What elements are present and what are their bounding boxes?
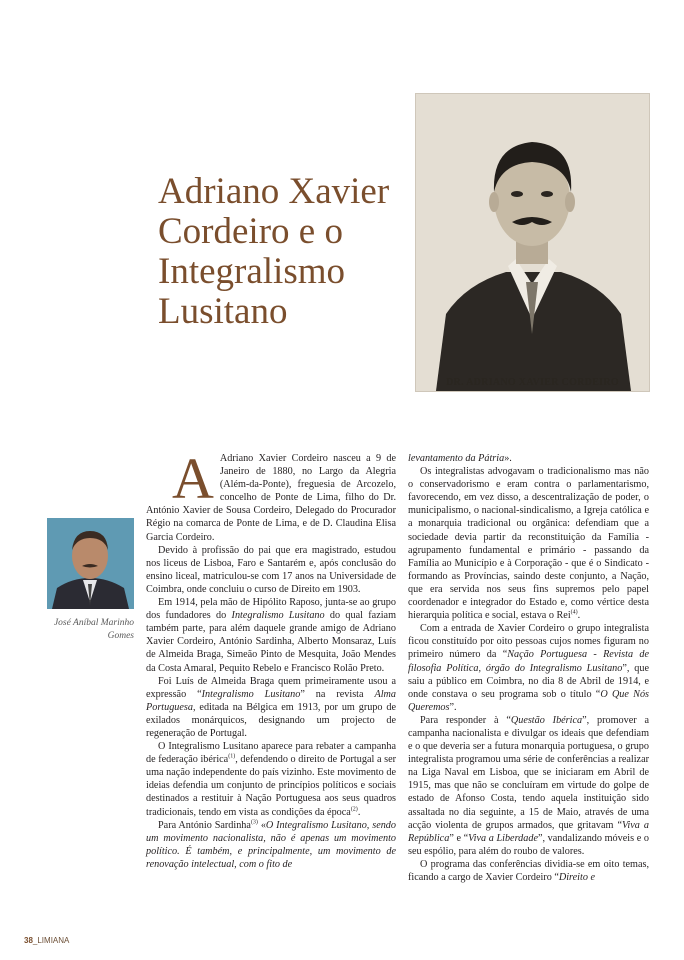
paragraph: Para responder à “Questão Ibérica”, promover a campanha nacionalista e divulgar os ideais que defendiam e o que deveria ser a futura monarquia portuguesa, o grupo integralista programou uma série de conferências a realizar na Liga Naval em Lisboa, que se iniciaram em Abril de 1915, mas que não se concluíram em virtude do golpe de estado de Afonso Costa, tendo aquela instituição sido assaltada no dia seguinte, a 15 de Maio, através de uma acção violenta de grupos armados, que gritavam “Viva a República” e “Viva a Liberdade”, vandalizando móveis e o seu espólio, para além do roubo de valores. <box>408 714 650 857</box>
article-column-left <box>146 446 396 871</box>
author-silhouette <box>47 518 134 609</box>
title-line-2: Cordeiro e o <box>158 211 343 252</box>
author-name-line-1: José Aníbal Marinho <box>53 618 134 628</box>
paragraph: Com a entrada de Xavier Cordeiro o grupo integralista ficou constituído por oito pessoas cujos nomes figuram no primeiro número da “Nação Portuguesa - Revista de filosofia Política, órgão do Integralismo Lusitano”, que saiu a público em Coimbra, no dia 8 de Abril de 1914, e onde constava o seu programa sob o título “O Que Nós Queremos”. <box>408 623 650 713</box>
portrait-illustration <box>416 94 649 391</box>
title-line-4: Lusitano <box>158 291 288 332</box>
portrait-photo <box>415 93 650 392</box>
article-title <box>158 172 408 332</box>
paragraph: levantamento da Pátria». <box>408 453 512 464</box>
paragraph: Foi Luís de Almeida Braga quem primeiramente usou a expressão “Integralismo Lusitano” na revista Alma Portuguesa, editada na Bélgica em 1913, por um grupo de exilados monárquicos, designando um projecto de regeneração de Portugal. <box>146 675 396 739</box>
page-number: 38 <box>24 936 33 945</box>
paragraph: A Adriano Xavier Cordeiro nasceu a 9 de Janeiro de 1880, no Largo da Alegria (Além-da-Ponte), freguesia de Arcozelo, concelho de Ponte de Lima, filho do Dr. António Xavier de Sousa Cordeiro, Delegado do Procurador Régio na comarca de Ponte de Lima, e de D. Claudina Elisa Garcia Cordeiro. <box>146 446 396 543</box>
paragraph: O Integralismo Lusitano aparece para rebater a campanha de federação ibérica$^{(1)}$, defendendo o direito de Portugal a ser uma nação independente do país vizinho. Este movimento de ideias defendia um conjunto de princípios políticos e sociais destinados a restituir à Nação Portuguesa aos seus quadros tradicionais, tendo em vista as condições da época$^{(2)}$. <box>146 741 396 818</box>
paragraph: Em 1914, pela mão de Hipólito Raposo, junta-se ao grupo dos fundadores do Integralismo Lusitano do qual faziam também parte, para além daquele grande amigo de Adriano Xavier Cordeiro, António Sardinha, Alberto Monsaraz, Luís de Almeida Braga, Simeão Pinto de Mesquita, João Mendes da Costa Amaral, Pequito Rebelo e Francisco Rolão Preto. <box>146 597 396 674</box>
page-footer <box>24 936 69 945</box>
author-photo <box>47 518 134 609</box>
drop-cap: A <box>172 446 214 511</box>
paragraph: Devido à profissão do pai que era magistrado, estudou nos liceus de Lisboa, Faro e Santarém e, após conclusão do ensino liceal, matriculou-se com 17 anos na Universidade de Coimbra, onde concluiu o curso de Direito em 1903. <box>146 544 396 595</box>
magazine-name: _LIMIANA <box>32 936 70 945</box>
paragraph: Os integralistas advogavam o tradicionalismo mas não o conservadorismo e eram contra o parlamentarismo, favorecendo, em vez disso, a descentralização de poder, o municipalismo, o nacional-sindicalismo, a Igreja católica e a monarquia tradicional ou orgânica: defendiam que a sociedade devia partir da reconstituição da Família - agrupamento fundamental e primário - passando da Família ao Município e à Corporação - que é o Sindicato - formando as Províncias, saindo deste conjunto, a Nação, que era servida nos seus fins supremos pelo papel coordenador e integrador do Estado e, como vértice desta hierarquia política e social, estava o Rei$^{(4)}$. <box>408 466 649 622</box>
article-column-right <box>408 452 649 884</box>
portrait-caption: DR. ADRIANO XAVIER CORDEIRO <box>446 377 619 388</box>
author-name-line-2: Gomes <box>107 631 134 641</box>
title-line-1: Adriano Xavier <box>158 171 390 212</box>
title-line-3: Integralismo <box>158 251 346 292</box>
paragraph: Para António Sardinha$^{(3)}$ «O Integralismo Lusitano, sendo um movimento nacionalista, não é apenas um movimento político. É também, e principalmente, um movimento de renovação intelectual, com o fito de <box>146 819 396 870</box>
author-name <box>40 617 134 643</box>
paragraph: O programa das conferências dividia-se em oito temas, ficando a cargo de Xavier Cordeiro “Direito e <box>408 858 649 883</box>
